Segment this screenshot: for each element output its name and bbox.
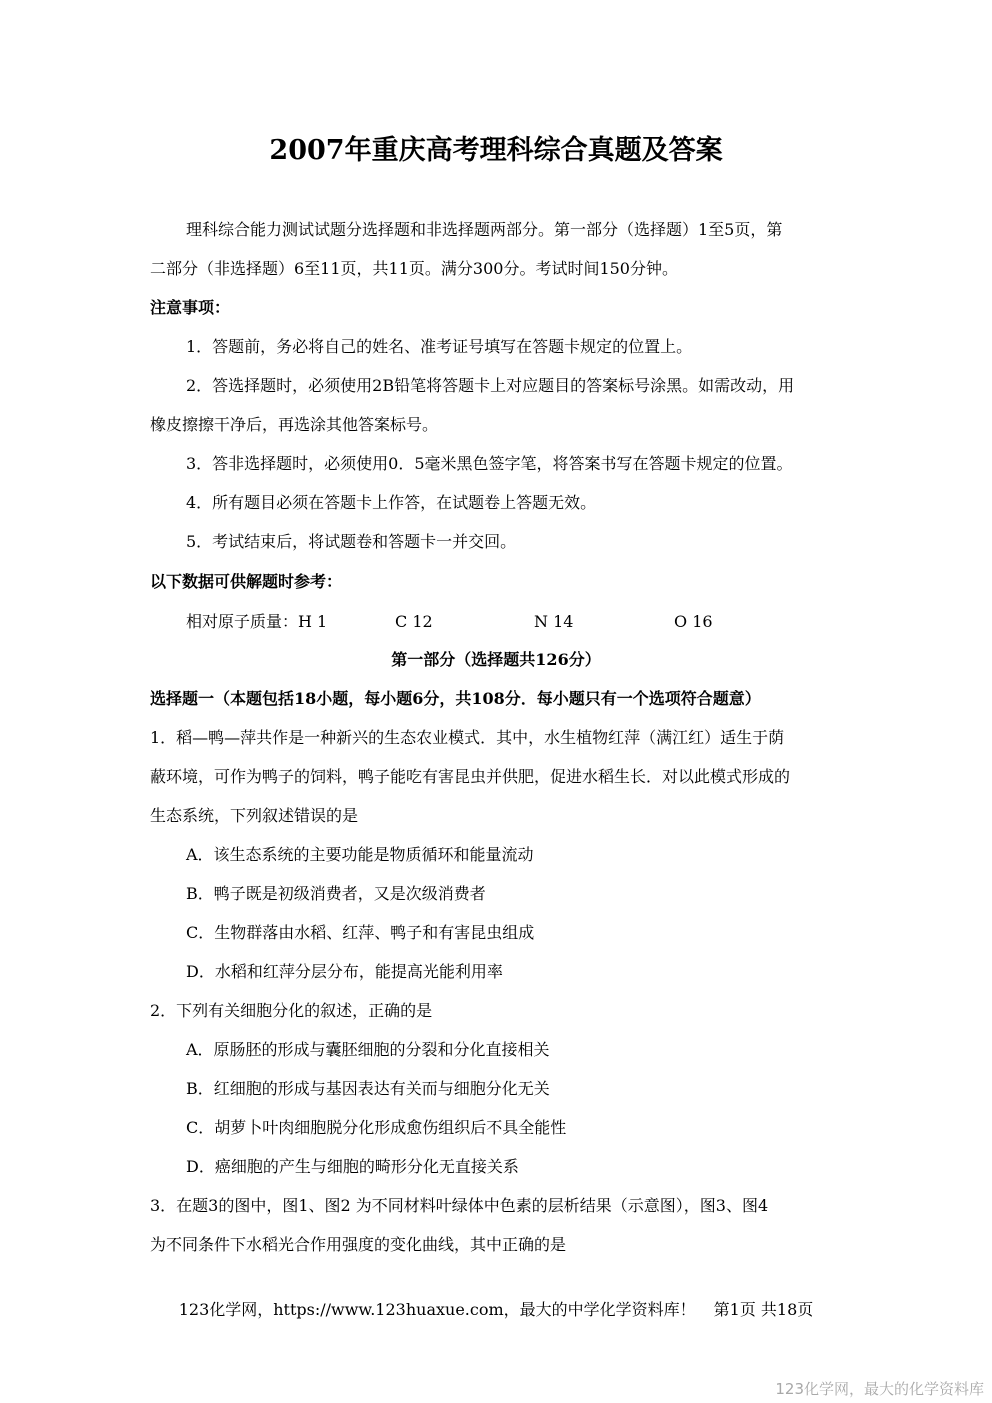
notice-item-1: 1．答题前，务必将自己的姓名、准考证号填写在答题卡规定的位置上。 <box>186 337 693 356</box>
notice-item-5: 5．考试结束后，将试题卷和答题卡一并交回。 <box>186 532 517 551</box>
notice-item-3: 3．答非选择题时，必须使用0．5毫米黑色签字笔，将答案书写在答题卡规定的位置。 <box>186 454 793 473</box>
atomic-mass-c: C 12 <box>395 612 433 631</box>
section-heading: 选择题一（本题包括18小题，每小题6分，共108分．每小题只有一个选项符合题意） <box>150 689 761 708</box>
part-heading: 第一部分（选择题共126分） <box>391 650 601 669</box>
notice-item-2: 2．答选择题时，必须使用2B铅笔将答题卡上对应题目的答案标号涂黑。如需改动，用 <box>186 376 795 395</box>
q1-option-b: B．鸭子既是初级消费者，又是次级消费者 <box>186 884 486 903</box>
footer-page-info: 第1页 共18页 <box>713 1300 814 1319</box>
atomic-mass-o: O 16 <box>674 612 713 631</box>
q1-stem-line-3: 生态系统，下列叙述错误的是 <box>150 806 359 825</box>
atomic-mass-h: 相对原子质量：H 1 <box>186 612 328 631</box>
q2-stem: 2．下列有关细胞分化的叙述，正确的是 <box>150 1001 433 1020</box>
footer-source: 123化学网，https://www.123huaxue.com，最大的中学化学资料库！ <box>178 1300 696 1319</box>
intro-line-2: 二部分（非选择题）6至11页，共11页。满分300分。考试时间150分钟。 <box>150 259 678 278</box>
q1-stem-line-2: 蔽环境，可作为鸭子的饲料，鸭子能吃有害昆虫并供肥，促进水稻生长．对以此模式形成的 <box>150 767 791 786</box>
notice-item-4: 4．所有题目必须在答题卡上作答，在试题卷上答题无效。 <box>186 493 597 512</box>
notice-item-2-continued: 橡皮擦擦干净后，再选涂其他答案标号。 <box>150 415 439 434</box>
q2-option-a: A．原肠胚的形成与囊胚细胞的分裂和分化直接相关 <box>186 1040 550 1059</box>
intro-line-1: 理科综合能力测试试题分选择题和非选择题两部分。第一部分（选择题）1至5页，第 <box>186 220 783 239</box>
notice-heading: 注意事项： <box>150 298 231 317</box>
watermark: 123化学网，最大的化学资料库 <box>775 1380 984 1398</box>
page-title: 2007年重庆高考理科综合真题及答案 <box>269 135 723 166</box>
q1-stem-line-1: 1．稻—鸭—萍共作是一种新兴的生态农业模式．其中，水生植物红萍（满江红）适生于荫 <box>150 728 785 747</box>
atomic-mass-n: N 14 <box>534 612 574 631</box>
q2-option-d: D．癌细胞的产生与细胞的畸形分化无直接关系 <box>186 1157 519 1176</box>
q2-option-b: B．红细胞的形成与基因表达有关而与细胞分化无关 <box>186 1079 550 1098</box>
q3-stem-line-1: 3．在题3的图中，图1、图2 为不同材料叶绿体中色素的层析结果（示意图），图3、图4 <box>150 1196 769 1215</box>
q2-option-c: C．胡萝卜叶肉细胞脱分化形成愈伤组织后不具全能性 <box>186 1118 567 1137</box>
page-footer <box>0 1300 992 1320</box>
q1-option-a: A．该生态系统的主要功能是物质循环和能量流动 <box>186 845 534 864</box>
q3-stem-line-2: 为不同条件下水稻光合作用强度的变化曲线，其中正确的是 <box>150 1235 567 1254</box>
data-heading: 以下数据可供解题时参考： <box>150 572 343 591</box>
q1-option-c: C．生物群落由水稻、红萍、鸭子和有害昆虫组成 <box>186 923 535 942</box>
q1-option-d: D．水稻和红萍分层分布，能提高光能利用率 <box>186 962 503 981</box>
